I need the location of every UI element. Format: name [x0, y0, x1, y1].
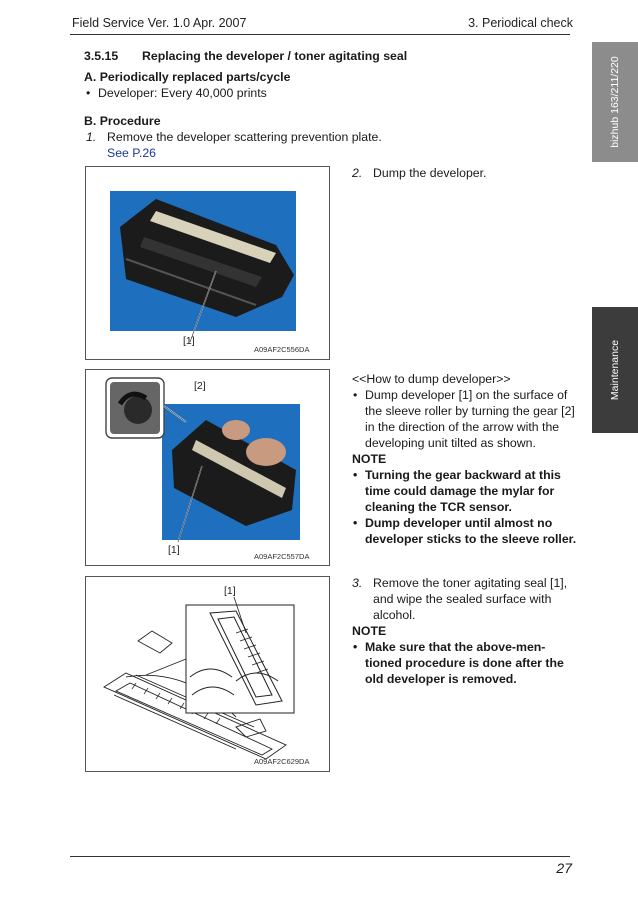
step1-see-link[interactable]: See P.26: [107, 146, 157, 160]
how-to-title: <<How to dump developer>>: [352, 372, 511, 386]
note1-line-3: cleaning the TCR sensor.: [365, 500, 512, 514]
figure-1-photo: [86, 167, 329, 359]
section-tab-label: Maintenance: [609, 339, 621, 401]
note1-line-1: Turning the gear backward at this: [365, 468, 561, 482]
how-to-line-4: developing unit tilted as shown.: [365, 436, 536, 450]
note-label-2: NOTE: [352, 624, 387, 638]
note1-line-2: time could damage the mylar for: [365, 484, 555, 498]
figure-1-callout: [1]: [183, 335, 195, 347]
page-number: 27: [556, 860, 572, 876]
step3-line-2: and wipe the sealed surface with: [373, 592, 552, 606]
figure-1-code: A09AF2C556DA: [254, 345, 310, 354]
figure-2-callout-2: [2]: [194, 380, 206, 392]
step3-line-1: Remove the toner agitating seal [1],: [373, 576, 568, 590]
note-label-1: NOTE: [352, 452, 387, 466]
note2-bullet-mark: •: [353, 516, 358, 530]
header-right: 3. Periodical check: [468, 16, 573, 30]
model-tab-label: bizhub 163/211/220: [609, 56, 621, 148]
header-left: Field Service Ver. 1.0 Apr. 2007: [72, 16, 247, 30]
section-tab: [592, 307, 638, 433]
step2-text: Dump the developer.: [373, 166, 487, 180]
how-to-line-3: in the direction of the arrow with the: [365, 420, 560, 434]
figure-3-callout: [1]: [224, 585, 236, 597]
figure-2: [85, 369, 330, 566]
figure-3-code: A09AF2C629DA: [254, 757, 310, 766]
part-a-bullet-mark: •: [86, 86, 91, 100]
note3-line-3: old developer is removed.: [365, 672, 517, 686]
step1-number: 1.: [86, 130, 97, 144]
step1-text: Remove the developer scattering prevention plate.: [107, 130, 382, 144]
note2-line-2: developer sticks to the sleeve roller.: [365, 532, 577, 546]
part-b-heading: B. Procedure: [84, 114, 161, 128]
part-a-bullet: Developer: Every 40,000 prints: [98, 86, 267, 100]
how-to-line-1: Dump developer [1] on the surface of: [365, 388, 568, 402]
note3-line-2: tioned procedure is done after the: [365, 656, 564, 670]
note3-line-1: Make sure that the above-men-: [365, 640, 546, 654]
figure-2-callout-1: [1]: [168, 544, 180, 556]
note3-bullet-mark: •: [353, 640, 358, 654]
figure-2-code: A09AF2C557DA: [254, 552, 310, 561]
step3-number: 3.: [352, 576, 363, 590]
figure-1: [85, 166, 330, 360]
note1-bullet-mark: •: [353, 468, 358, 482]
step3-line-3: alcohol.: [373, 608, 416, 622]
step2-number: 2.: [352, 166, 363, 180]
figure-2-photo: [86, 370, 329, 565]
how-to-line-2: the sleeve roller by turning the gear [2]: [365, 404, 575, 418]
note2-line-1: Dump developer until almost no: [365, 516, 553, 530]
section-number: 3.5.15: [84, 49, 119, 63]
footer-rule: [70, 856, 570, 857]
section-title: Replacing the developer / toner agitating seal: [142, 49, 408, 63]
figure-3: [85, 576, 330, 772]
model-tab: [592, 42, 638, 162]
header-rule: [70, 34, 570, 35]
part-a-heading: A. Periodically replaced parts/cycle: [84, 70, 291, 84]
how-to-bullet-mark: •: [353, 388, 358, 402]
figure-3-diagram: [86, 577, 329, 771]
